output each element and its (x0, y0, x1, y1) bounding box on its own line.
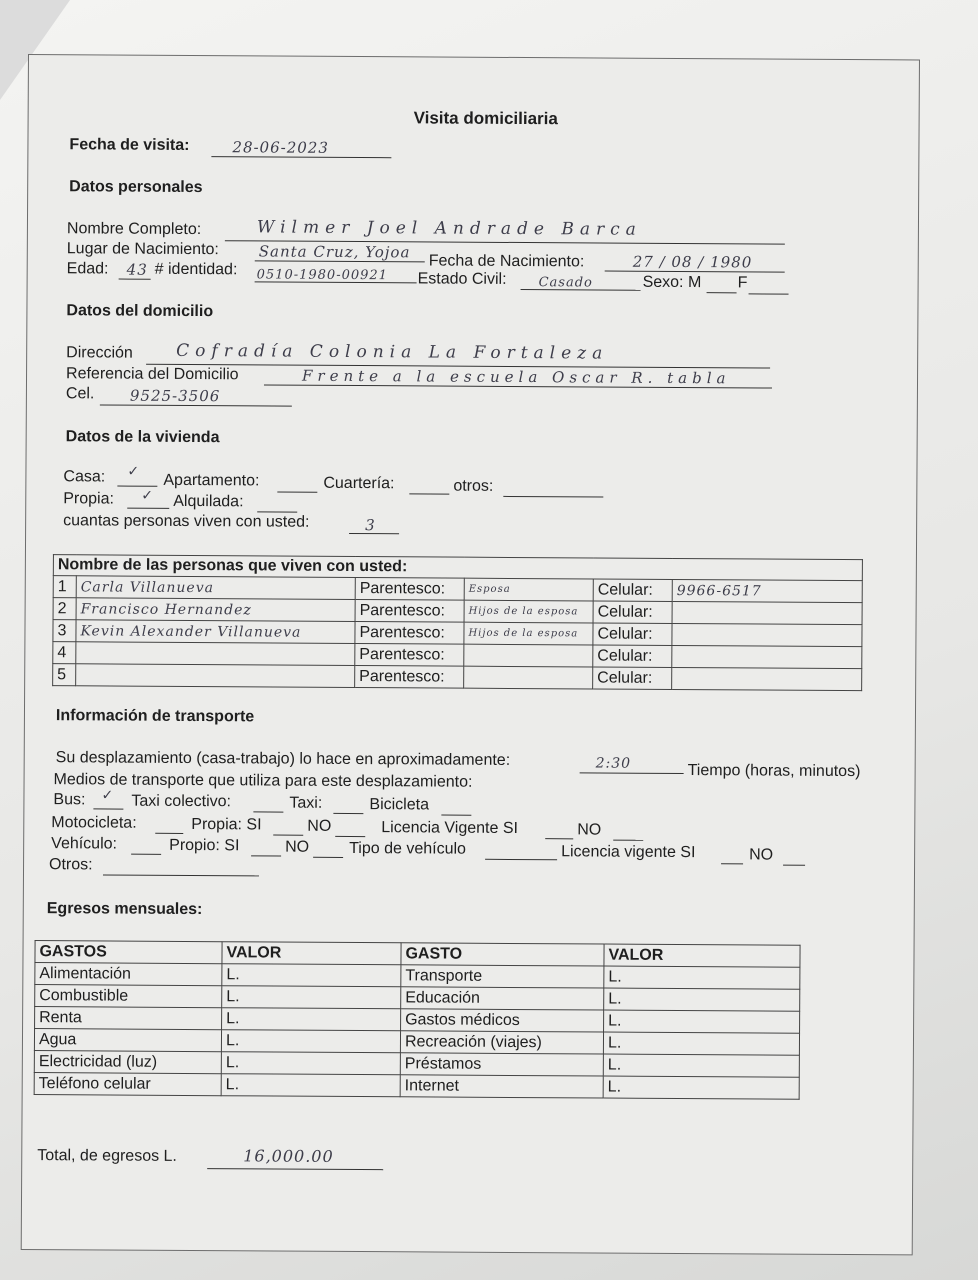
persona-parentesco-label: Parentesco: (355, 622, 464, 645)
vehiculo-propio-no-line (313, 857, 343, 858)
persona-number: 4 (53, 642, 76, 664)
fecha-visita-value[interactable]: 28-06-2023 (232, 138, 329, 157)
egreso-gasto-right: Préstamos (400, 1053, 603, 1076)
form-title: Visita domiciliaria (413, 108, 558, 129)
persona-nombre[interactable] (76, 664, 355, 688)
persona-celular-label: Celular: (593, 623, 672, 645)
bus-check-icon[interactable]: ✓ (101, 787, 114, 804)
otros-transporte-label: Otros: (48, 856, 93, 874)
egreso-gasto-right: Recreación (viajes) (400, 1031, 603, 1054)
egreso-valor-left[interactable]: L. (221, 1052, 400, 1075)
tipo-vehiculo-label: Tipo de vehículo (349, 839, 467, 858)
nombre-label: Nombre Completo: (66, 220, 202, 239)
persona-celular-label: Celular: (593, 667, 672, 689)
propia-check-icon[interactable]: ✓ (141, 487, 154, 504)
persona-parentesco[interactable]: Hijos de la esposa (464, 622, 593, 645)
lugar-value[interactable]: Santa Cruz, Yojoa (258, 242, 411, 262)
persona-parentesco-label: Parentesco: (355, 666, 464, 689)
egreso-valor-right[interactable]: L. (603, 1076, 799, 1099)
moto-propia-no-label: NO (307, 817, 332, 835)
persona-celular[interactable] (672, 667, 862, 690)
fecha-nacimiento-value[interactable]: 27 / 08 / 1980 (632, 252, 753, 272)
sexo-f-label: F (737, 274, 748, 292)
moto-propia-si-line (273, 835, 303, 836)
moto-licencia-si-line (545, 838, 573, 839)
persona-celular-label: Celular: (593, 601, 672, 623)
personas-table-heading: Nombre de las personas que viven con usted: (53, 555, 862, 581)
egreso-gasto-right: Internet (400, 1075, 603, 1098)
egreso-gasto-left: Teléfono celular (34, 1073, 221, 1096)
persona-parentesco[interactable] (464, 666, 593, 689)
egreso-gasto-left: Combustible (35, 985, 222, 1008)
cuantas-label: cuantas personas viven con usted: (63, 512, 310, 531)
egreso-valor-left[interactable]: L. (222, 964, 401, 987)
datos-domicilio-heading: Datos del domicilio (66, 302, 214, 321)
fecha-nacimiento-label: Fecha de Nacimiento: (428, 252, 585, 271)
bus-line (93, 808, 123, 809)
egresos-heading: Egresos mensuales: (46, 900, 203, 919)
vehiculo-licencia-no-label: NO (749, 846, 774, 864)
vehiculo-label: Vehículo: (51, 835, 118, 853)
persona-number: 2 (53, 598, 76, 620)
egreso-gasto-left: Renta (35, 1007, 222, 1030)
persona-row (53, 664, 862, 691)
otros-vivienda-label: otros: (453, 477, 494, 495)
referencia-value[interactable]: Frente a la escuela Oscar R. tabla (301, 366, 731, 388)
alquilada-label: Alquilada: (173, 492, 244, 511)
egreso-gasto-left: Agua (34, 1029, 221, 1052)
persona-number: 5 (53, 664, 76, 686)
egreso-valor-right[interactable]: L. (603, 1032, 799, 1055)
egreso-valor-right[interactable]: L. (603, 1054, 799, 1077)
motocicleta-line (155, 833, 183, 834)
vehiculo-licencia-label: Licencia vigente SI (561, 843, 696, 862)
persona-celular[interactable] (672, 623, 862, 646)
persona-parentesco-label: Parentesco: (355, 578, 464, 601)
taxi-colectivo-line (253, 811, 283, 812)
casa-check-icon[interactable]: ✓ (127, 463, 140, 480)
persona-celular[interactable] (672, 645, 862, 668)
egreso-valor-left[interactable]: L. (222, 1008, 401, 1031)
egreso-valor-left[interactable]: L. (221, 1030, 400, 1053)
persona-number: 3 (53, 620, 76, 642)
vehiculo-propio-si-label: Propio: SI (169, 836, 240, 855)
form-page (21, 54, 920, 1255)
total-egresos-label: Total, de egresos L. (37, 1147, 177, 1165)
cuarteria-label: Cuartería: (323, 474, 395, 493)
estado-civil-label: Estado Civil: (417, 270, 507, 288)
egreso-gasto-right: Educación (401, 987, 604, 1010)
cel-value[interactable]: 9525-3506 (129, 386, 221, 406)
taxi-line (333, 813, 363, 814)
sexo-m-line (707, 292, 737, 293)
motocicleta-label: Motocicleta: (51, 814, 137, 832)
edad-label: Edad: (66, 260, 109, 278)
referencia-label: Referencia del Domicilio (65, 365, 239, 384)
apartamento-label: Apartamento: (163, 471, 260, 490)
bicicleta-line (441, 815, 471, 816)
egreso-valor-left[interactable]: L. (221, 1074, 400, 1097)
moto-licencia-no-label: NO (577, 821, 602, 839)
egresos-col-gastos: GASTOS (35, 941, 222, 964)
moto-licencia-no-line (613, 840, 643, 841)
vehiculo-line (131, 854, 161, 855)
taxi-label: Taxi: (289, 794, 323, 812)
bicicleta-label: Bicicleta (369, 796, 430, 814)
vehiculo-licencia-no-line (783, 865, 805, 866)
persona-number: 1 (53, 576, 76, 598)
persona-celular[interactable]: 9966-6517 (672, 579, 862, 602)
estado-civil-value[interactable]: Casado (538, 275, 593, 291)
edad-line (119, 279, 151, 280)
persona-parentesco[interactable]: Esposa (464, 578, 593, 601)
persona-nombre[interactable]: Kevin Alexander Villanueva (76, 620, 355, 644)
egreso-gasto-left: Alimentación (35, 963, 222, 986)
egreso-valor-right[interactable]: L. (604, 988, 800, 1011)
casa-label: Casa: (63, 468, 106, 486)
egreso-valor-right[interactable]: L. (604, 966, 800, 989)
edad-value[interactable]: 43 (126, 260, 148, 279)
cuantas-value[interactable]: 3 (365, 516, 376, 535)
persona-celular-label: Celular: (593, 645, 672, 667)
egreso-gasto-left: Electricidad (luz) (34, 1051, 221, 1074)
identidad-value[interactable]: 0510-1980-00921 (256, 267, 389, 284)
persona-parentesco-label: Parentesco: (355, 644, 464, 667)
direccion-value[interactable]: Cofradía Colonia La Fortaleza (176, 340, 609, 364)
egresos-col-gasto: GASTO (401, 943, 604, 966)
nombre-value[interactable]: Wilmer Joel Andrade Barca (256, 217, 642, 240)
egresos-col-valor: VALOR (222, 942, 401, 965)
persona-nombre[interactable] (76, 642, 355, 666)
desplazamiento-label: Su desplazamiento (casa-trabajo) lo hace en aproximadamente: (55, 749, 511, 769)
vehiculo-propio-no-label: NO (285, 838, 310, 856)
lugar-label: Lugar de Nacimiento: (66, 240, 219, 259)
datos-vivienda-heading: Datos de la vivienda (65, 428, 220, 447)
total-egresos-value[interactable]: 16,000.00 (243, 1146, 334, 1166)
taxi-colectivo-label: Taxi colectivo: (131, 792, 232, 811)
vehiculo-propio-si-line (251, 855, 281, 856)
egreso-row (34, 1073, 799, 1100)
identidad-label: # identidad: (154, 260, 238, 279)
medios-label: Medios de transporte que utiliza para este desplazamiento: (53, 771, 473, 791)
egreso-gasto-right: Transporte (401, 965, 604, 988)
moto-propia-no-line (335, 836, 365, 837)
persona-nombre[interactable]: Francisco Hernandez (76, 598, 355, 622)
vehiculo-licencia-si-line (721, 863, 743, 864)
bus-label: Bus: (53, 791, 86, 809)
fecha-visita-label: Fecha de visita: (69, 136, 190, 154)
egresos-col-valor-2: VALOR (604, 944, 800, 967)
persona-parentesco-label: Parentesco: (355, 600, 464, 623)
persona-parentesco[interactable] (464, 644, 593, 667)
cel-label: Cel. (65, 385, 95, 403)
egreso-gasto-right: Gastos médicos (401, 1009, 604, 1032)
desplazamiento-value[interactable]: 2:30 (595, 755, 632, 772)
egreso-valor-right[interactable]: L. (604, 1010, 800, 1033)
propia-label: Propia: (63, 490, 115, 508)
transporte-heading: Información de transporte (55, 707, 255, 726)
personas-table (52, 554, 863, 691)
sexo-label: Sexo: M (642, 273, 702, 292)
egresos-table (34, 940, 801, 1100)
persona-celular[interactable] (672, 601, 862, 624)
direccion-label: Dirección (66, 344, 133, 362)
persona-nombre[interactable]: Carla Villanueva (76, 576, 355, 600)
datos-personales-heading: Datos personales (69, 178, 203, 197)
persona-celular-label: Celular: (593, 579, 672, 601)
egreso-valor-left[interactable]: L. (222, 986, 401, 1009)
moto-propia-si-label: Propia: SI (191, 816, 262, 834)
moto-licencia-label: Licencia Vigente SI (381, 819, 519, 838)
tiempo-label: Tiempo (horas, minutos) (687, 762, 861, 781)
persona-parentesco[interactable]: Hijos de la esposa (464, 600, 593, 623)
